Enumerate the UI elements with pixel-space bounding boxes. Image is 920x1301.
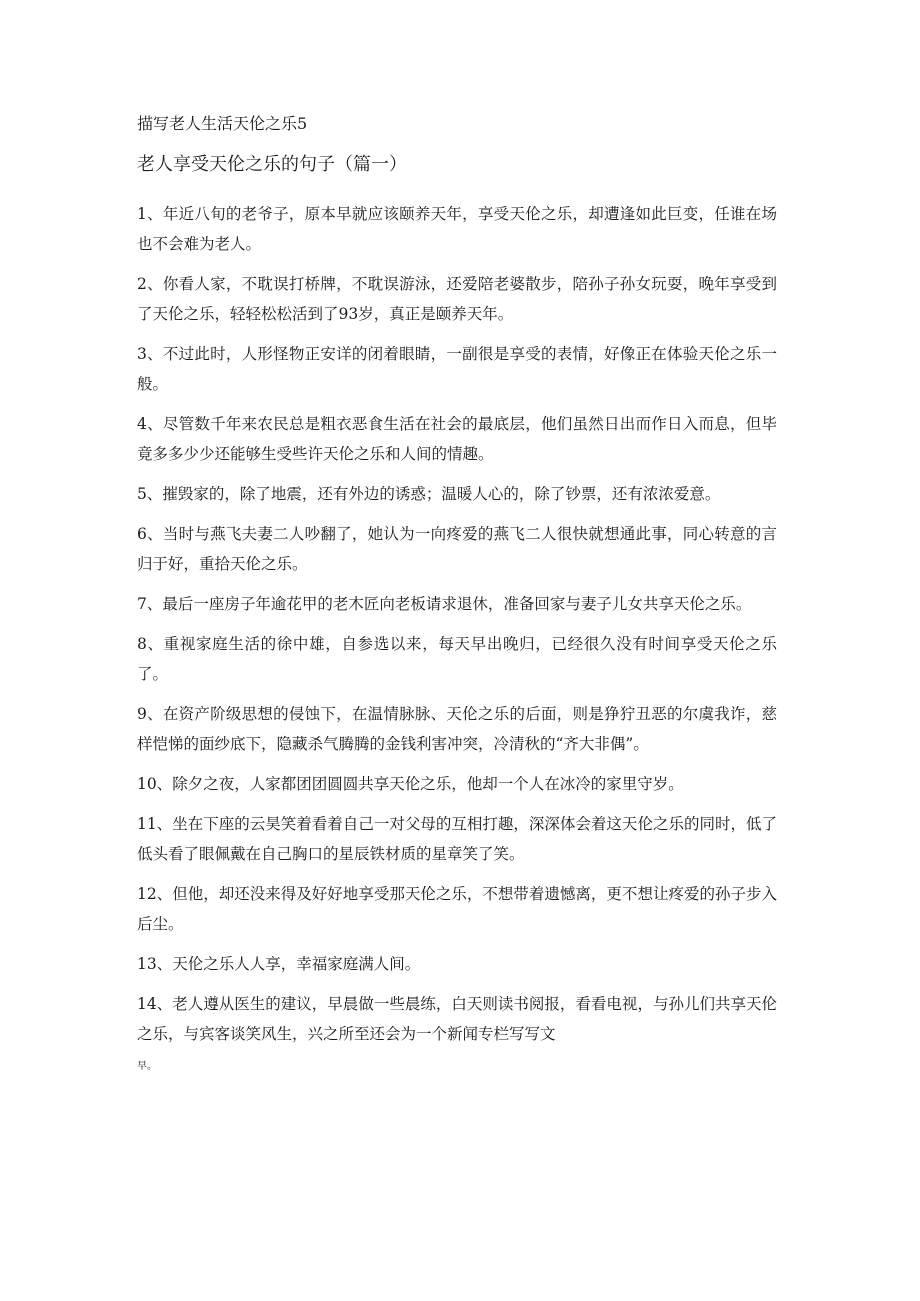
paragraph-8: 8、重视家庭生活的徐中雄，自参选以来，每天早出晚归，已经很久没有时间享受天伦之乐了。 (137, 635, 777, 683)
paragraph-2: 2、你看人家，不耽误打桥牌，不耽误游泳，还爱陪老婆散步，陪孙子孙女玩耍，晚年享受到了天伦之乐，轻轻松松活到了93岁，真正是颐养天年。 (137, 275, 777, 323)
paragraph-7: 7、最后一座房子年逾花甲的老木匠向老板请求退休，准备回家与妻子儿女共享天伦之乐。 (137, 595, 752, 613)
paragraph-10: 10、除夕之夜，人家都团团圆圆共享天伦之乐，他却一个人在冰冷的家里守岁。 (137, 775, 684, 793)
paragraph-11: 11、坐在下座的云昊笑着看着自己一对父母的互相打趣，深深体会着这天伦之乐的同时，低了低头看了眼佩戴在自己胸口的星辰铁材质的星章笑了笑。 (137, 815, 777, 863)
paragraph-6: 6、当时与燕飞夫妻二人吵翻了，她认为一向疼爱的燕飞二人很快就想通此事，同心转意的言归于好，重拾天伦之乐。 (137, 525, 777, 573)
paragraph-12: 12、但他，却还没来得及好好地享受那天伦之乐，不想带着遗憾离，更不想让疼爱的孙子步入后尘。 (137, 885, 777, 933)
paragraph-14 (137, 989, 777, 1082)
paragraph-4: 4、尽管数千年来农民总是粗衣恶食生活在社会的最底层，他们虽然日出而作日入而息，但毕竟多多少少还能够生受些许天伦之乐和人间的情趣。 (137, 415, 777, 463)
document-title: 描写老人生活天伦之乐5 (137, 114, 308, 133)
paragraph-13: 13、天伦之乐人人享，幸福家庭满人间。 (137, 955, 421, 973)
document-body (137, 199, 777, 1092)
paragraph-5: 5、摧毁家的，除了地震，还有外边的诱惑；温暖人心的，除了钞票，还有浓浓爱意。 (137, 485, 721, 503)
section-heading: 老人享受天伦之乐的句子（篇一） (137, 154, 407, 175)
paragraph-14-tail: 早。 (137, 1061, 157, 1072)
paragraph-1: 1、年近八旬的老爷子，原本早就应该颐养天年，享受天伦之乐，却遭逢如此巨变，任谁在场也不会难为老人。 (137, 205, 777, 253)
paragraph-3: 3、不过此时，人形怪物正安详的闭着眼睛，一副很是享受的表情，好像正在体验天伦之乐一般。 (137, 345, 777, 393)
paragraph-14-main: 14、老人遵从医生的建议，早晨做一些晨练，白天则读书阅报，看看电视，与孙儿们共享天伦之乐，与宾客谈笑风生，兴之所至还会为一个新闻专栏写写文 (137, 995, 777, 1043)
paragraph-9: 9、在资产阶级思想的侵蚀下，在温情脉脉、天伦之乐的后面，则是狰狞丑恶的尔虞我诈，慈样恺悌的面纱底下，隐藏杀气腾腾的金钱利害冲突，冷清秋的“齐大非偶”。 (137, 705, 777, 753)
